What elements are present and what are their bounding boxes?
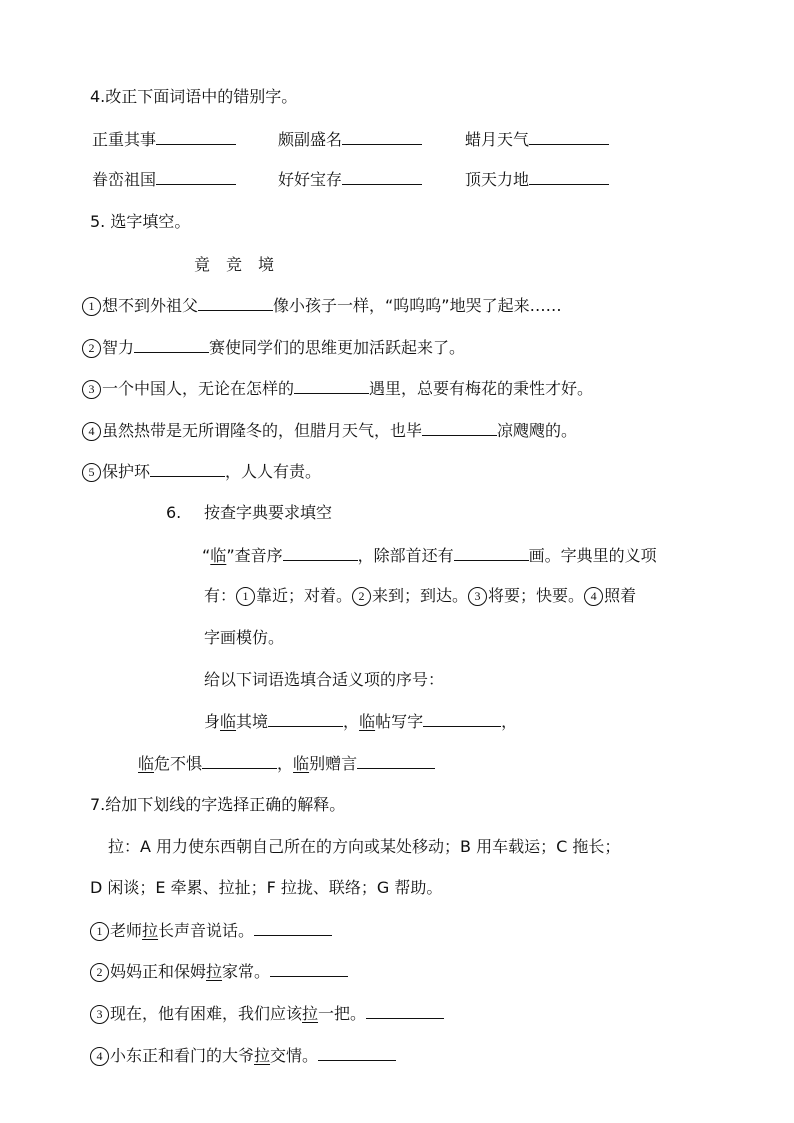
answer-blank[interactable] [357,752,435,769]
q7-item-1: 1 老师拉长声音说话。 [90,919,332,942]
q4-word-4: 眷峦祖国 [92,168,236,191]
q5-item-3: 3 一个中国人，无论在怎样的 遇里，总要有梅花的秉性才好。 [82,377,593,400]
q6-line-6: 临危不惧 ，临别赠言 [138,752,435,775]
q4-word-2: 颇副盛名 [278,128,422,151]
q4-title: 4.改正下面词语中的错别字。 [90,87,298,106]
q6-number: 6. [166,503,182,522]
answer-blank[interactable] [454,544,529,561]
answer-blank[interactable] [342,168,422,185]
answer-blank[interactable] [156,128,236,145]
q4-word-3: 蜡月天气 [465,128,609,151]
q5-item-4: 4 虽然热带是无所谓隆冬的，但腊月天气，也毕 凉飕飕的。 [82,419,577,442]
answer-blank[interactable] [294,377,369,394]
q6-line-1: “临”查音序 ，除部首还有 画。字典里的义项 [202,546,657,565]
q7-definition-1: 拉：A 用力使东西朝自己所在的方向或某处移动；B 用车载运；C 拖长； [108,837,621,856]
answer-blank[interactable] [270,960,348,977]
q5-title: 5. 选字填空。 [90,212,191,231]
q7-item-3: 3 现在，他有困难，我们应该拉一把。 [90,1002,444,1025]
answer-blank[interactable] [268,710,343,727]
q7-item-4: 4 小东正和看门的大爷拉交情。 [90,1044,396,1067]
q6-line-2: 有： 1 靠近；对着。 2 来到；到达。 3 将要；快要。 4 照着 [204,586,637,605]
q5-item-2: 2 智力 赛使同学们的思维更加活跃起来了。 [82,336,465,359]
answer-blank[interactable] [150,460,225,477]
answer-blank[interactable] [202,752,277,769]
answer-blank[interactable] [529,168,609,185]
answer-blank[interactable] [366,1002,444,1019]
answer-blank[interactable] [529,128,609,145]
q5-item-1: 1 想不到外祖父 像小孩子一样，“呜呜呜”地哭了起来…… [82,294,562,317]
answer-blank[interactable] [156,168,236,185]
q4-word-6: 顶天力地 [465,168,609,191]
answer-blank[interactable] [422,419,497,436]
q5-item-5: 5 保护环 ，人人有责。 [82,460,321,483]
answer-blank[interactable] [423,710,501,727]
answer-blank[interactable] [254,919,332,936]
q6-line-3: 字画模仿。 [204,628,285,647]
q6-title: 按查字典要求填空 [204,503,333,522]
answer-blank[interactable] [283,544,358,561]
q4-word-5: 好好宝存 [278,168,422,191]
answer-blank[interactable] [318,1044,396,1061]
answer-blank[interactable] [134,336,209,353]
q7-title: 7.给加下划线的字选择正确的解释。 [90,795,346,814]
answer-blank[interactable] [342,128,422,145]
q6-line-4: 给以下词语选填合适义项的序号： [204,670,445,689]
answer-blank[interactable] [198,294,273,311]
q7-definition-2: D 闲谈；E 牵累、拉扯；F 拉拢、联络；G 帮助。 [90,878,443,897]
q5-choices: 竟 竞 境 [194,255,275,274]
q4-word-1: 正重其事 [92,128,236,151]
q7-item-2: 2 妈妈正和保姆拉家常。 [90,960,348,983]
q6-line-5: 身临其境 ，临帖写字 ， [204,712,518,731]
